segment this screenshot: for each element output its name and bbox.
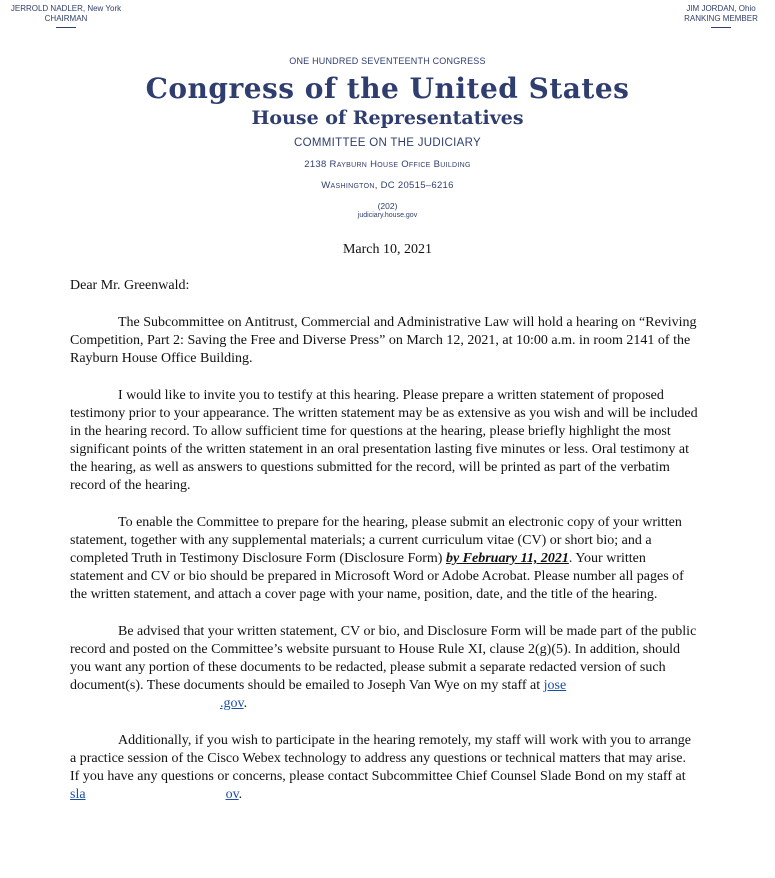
staff-email-link-slade[interactable]: [70, 787, 239, 802]
ranking-member-name: JIM JORDAN, Ohio: [686, 4, 756, 13]
letterhead: [0, 56, 775, 219]
email-visible-end: ov: [225, 787, 239, 802]
chairman-name: JERROLD NADLER, New York: [10, 4, 122, 13]
congress-title: Congress of the United States: [145, 72, 630, 105]
letter-date: March 10, 2021: [342, 242, 433, 257]
paragraph-hearing-notice: The Subcommittee on Antitrust, Commercial and Administrative Law will hold a hearing on “Reviving Competition, Part 2: Saving the Free and Diverse Press” on March 12, 2021, at 10:00 a.m. in room 2141 of the Rayburn House Office Building.: [70, 315, 697, 366]
ranking-member-title: RANKING MEMBER: [684, 14, 758, 23]
remote-text-end: .: [238, 787, 243, 802]
congress-number: ONE HUNDRED SEVENTEENTH CONGRESS: [289, 56, 486, 66]
email-visible-end: .gov: [220, 696, 244, 711]
committee-address: 2138 Rayburn House Office Building: [304, 159, 471, 170]
ranking-member-block: [671, 4, 771, 28]
submission-text-start: To enable the Committee to prepare for the hearing, please submit an electronic copy of your written statement, together with any supplemental materials; a current curriculum vitae (CV) or short bio; and a completed Truth in Testimony Disclosure Form (Disclosure Form): [70, 515, 682, 566]
ranking-member-divider: [711, 27, 731, 28]
letter-body: [70, 277, 698, 823]
submission-deadline: by February 11, 2021: [445, 551, 569, 566]
chairman-title: CHAIRMAN: [44, 14, 88, 23]
paragraph-invitation: I would like to invite you to testify at this hearing. Please prepare a written statement of proposed testimony prior to your appearance. The written statement may be as extensive as you wish and will be included in the hearing record. To allow sufficient time for questions at the hearing, please briefly highlight the most significant points of the written statement in an oral presentation lasting five minutes or less. Oral testimony at the hearing, as well as answers to questions submitted for the record, will be printed as part of the verbatim record of the hearing.: [70, 388, 698, 493]
committee-phone: (202): [377, 201, 398, 211]
chairman-block: [6, 4, 126, 28]
salutation: Dear Mr. Greenwald:: [70, 278, 190, 293]
committee-website: judiciary.house.gov: [357, 212, 418, 219]
chairman-divider: [56, 27, 76, 28]
paragraph-remote-participation: [70, 732, 698, 804]
public-record-text: Be advised that your written statement, CV or bio, and Disclosure Form will be made part of the public record and posted on the Committee’s website pursuant to House Rule XI, clause 2(g)(5). In addition, should you want any portion of these documents to be redacted, please submit a separate redacted version of such document(s). These documents should be emailed to Joseph Van Wye on my staff at: [70, 624, 697, 693]
submission-text-end: . Your written statement and CV or bio should be prepared in Microsoft Word or Adobe Acrobat. Please number all pages of the written statement, and attach a cover page with your name, position, date, and the title of the hearing.: [70, 551, 684, 602]
email-visible-start: sla: [70, 787, 86, 802]
paragraph-submission: [70, 514, 698, 604]
committee-name: COMMITTEE ON THE JUDICIARY: [294, 137, 481, 149]
paragraph-public-record: [70, 623, 698, 713]
email-visible-start: jose: [543, 678, 567, 693]
public-record-text-end: .: [243, 696, 248, 711]
remote-text: Additionally, if you wish to participate in the hearing remotely, my staff will work with you to arrange a practice session of the Cisco Webex technology to address any questions or technical matters that may arise. If you have any questions or concerns, please contact Subcommittee Chief Counsel Slade Bond on my staff at: [70, 733, 691, 784]
committee-city: Washington, DC 20515–6216: [321, 180, 454, 191]
house-title: House of Representatives: [251, 107, 524, 129]
